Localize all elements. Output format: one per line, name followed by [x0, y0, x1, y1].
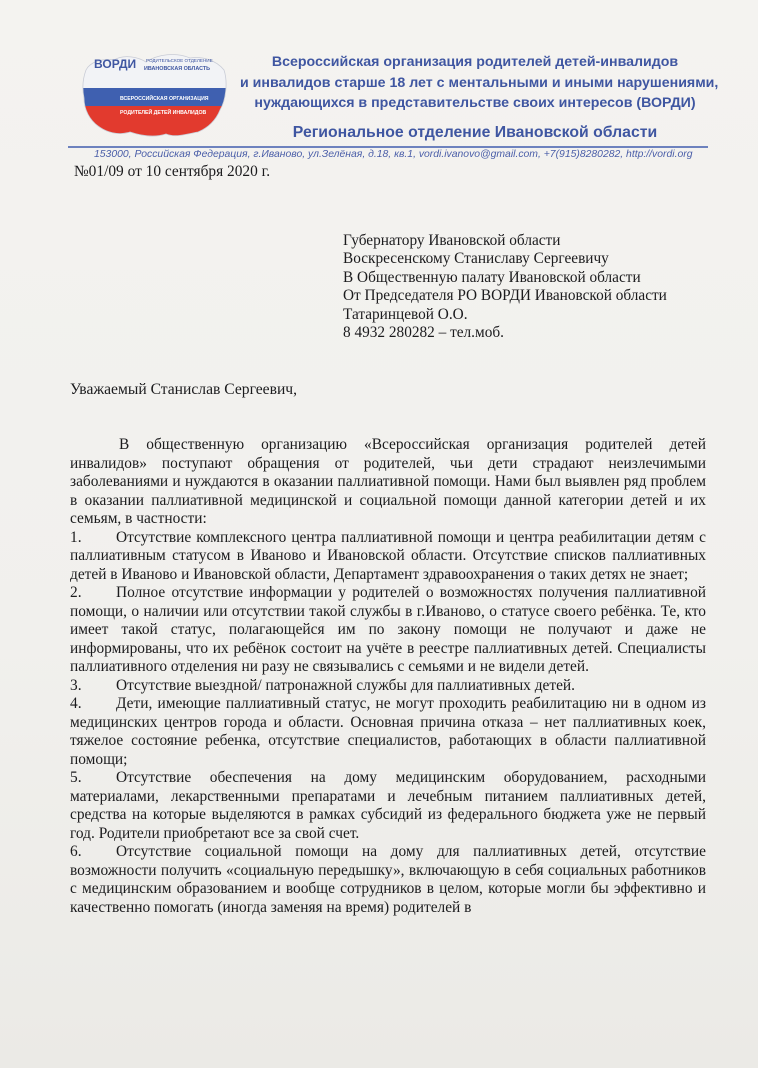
logo-line3: ВСЕРОССИЙСКАЯ ОРГАНИЗАЦИЯ — [120, 96, 209, 102]
vordi-logo — [80, 48, 230, 144]
logo-line4: РОДИТЕЛЕЙ ДЕТЕЙ ИНВАЛИДОВ — [120, 110, 207, 116]
document-number: №01/09 от 10 сентября 2020 г. — [74, 163, 271, 180]
logo-name: ВОРДИ — [94, 57, 137, 71]
logo-line1: РОДИТЕЛЬСКОЕ ОТДЕЛЕНИЕ — [146, 58, 213, 63]
logo-line2: ИВАНОВСКАЯ ОБЛАСТЬ — [144, 66, 211, 72]
organization-title-line: и инвалидов старше 18 лет с ментальными и иными нарушениями, — [240, 74, 719, 91]
organization-title — [240, 52, 719, 114]
list-item — [70, 529, 706, 585]
list-item-text: Полное отсутствие информации у родителей о возможностях получения паллиативной помощи, о наличии или отсутствии такой службы в г.Иваново, о статусе своего ребёнка. Те, кто имеет такой статус, полагающейся им по закону помощи не получают и даже не информированы, что их ребёнок состоит на учёте в реестре паллиативных детей. Специалисты паллиативного отделения ни разу не связывались с семьями и не видели детей. — [70, 584, 706, 675]
list-item — [70, 695, 706, 769]
list-item — [70, 769, 706, 843]
addressee-line: От Председателя РО ВОРДИ Ивановской области — [343, 287, 667, 305]
list-item-text: Дети, имеющие паллиативный статус, не могут проходить реабилитацию ни в одном из медицинских центров города и области. Основная причина отказа – нет паллиативных коек, тяжелое состояние ребенка, отсутствие специалистов, работающих в области паллиативной помощи; — [70, 695, 706, 768]
list-item-text: Отсутствие выездной/ патронажной службы для паллиативных детей. — [116, 676, 576, 694]
letter-body — [70, 436, 706, 917]
list-item — [70, 677, 706, 696]
list-item-text: Отсутствие обеспечения на дому медицинским оборудованием, расходными материалами, лекарственными препаратами и лечебным питанием паллиативных детей, средства на которые выделяются в рамках субсидий из федерального бюджета уже не первый год. Родители приобретают все за свой счет. — [70, 769, 706, 842]
list-item-number: 5. — [70, 769, 82, 786]
addressee-block — [343, 232, 667, 342]
list-item-number: 2. — [70, 584, 82, 601]
salutation: Уважаемый Станислав Сергеевич, — [70, 381, 298, 398]
intro-paragraph: В общественную организацию «Всероссийская организация родителей детей инвалидов» поступают обращения от родителей, чьи дети страдают неизлечимыми заболеваниями и нуждаются в оказании паллиативной помощи. Нами был выявлен ряд проблем в оказании паллиативной медицинской и социальной помощи данной категории детей и их семьям, в частности: — [70, 436, 706, 527]
contact-info: 153000, Российская Федерация, г.Иваново, ул.Зелёная, д.18, кв.1, vordi.ivanovo@gmail.com, +7(915)8280282, http://vordi.org — [94, 149, 693, 160]
list-item-number: 1. — [70, 528, 82, 546]
addressee-line: Воскресенскому Станиславу Сергеевичу — [343, 250, 609, 268]
list-item-number: 4. — [70, 695, 82, 712]
addressee-line: Татаринцевой О.О. — [343, 305, 468, 323]
addressee-line: Губернатору Ивановской области — [343, 232, 561, 249]
organization-title-line: Всероссийская организация родителей детей-инвалидов — [271, 54, 679, 70]
list-item-number: 6. — [70, 843, 82, 860]
addressee-line: 8 4932 280282 – тел.моб. — [343, 324, 504, 342]
organization-title-line: нуждающихся в представительстве своих интересов (ВОРДИ) — [254, 95, 696, 111]
list-item — [70, 584, 706, 677]
list-item-number: 3. — [70, 676, 82, 694]
list-item-text: Отсутствие комплексного центра паллиативной помощи и центра реабилитации детям с паллиативным статусом в Иваново и Ивановской области. Отсутствие списков паллиативных детей в Иваново и Ивановской области, Департамент здравоохранения о таких детях не знает; — [70, 528, 706, 583]
list-item — [70, 843, 706, 917]
list-item-text: Отсутствие социальной помощи на дому для паллиативных детей, отсутствие возможности получить «социальную передышку», включающую в себя социальных работников с медицинским образованием и вообще сотрудников в целом, которые могли бы эффективно и качественно помогать (иногда заменяя на время) родителей в — [70, 843, 706, 916]
regional-branch-title: Региональное отделение Ивановской области — [292, 124, 658, 141]
letterhead-divider — [68, 146, 708, 148]
addressee-line: В Общественную палату Ивановской области — [343, 268, 641, 286]
